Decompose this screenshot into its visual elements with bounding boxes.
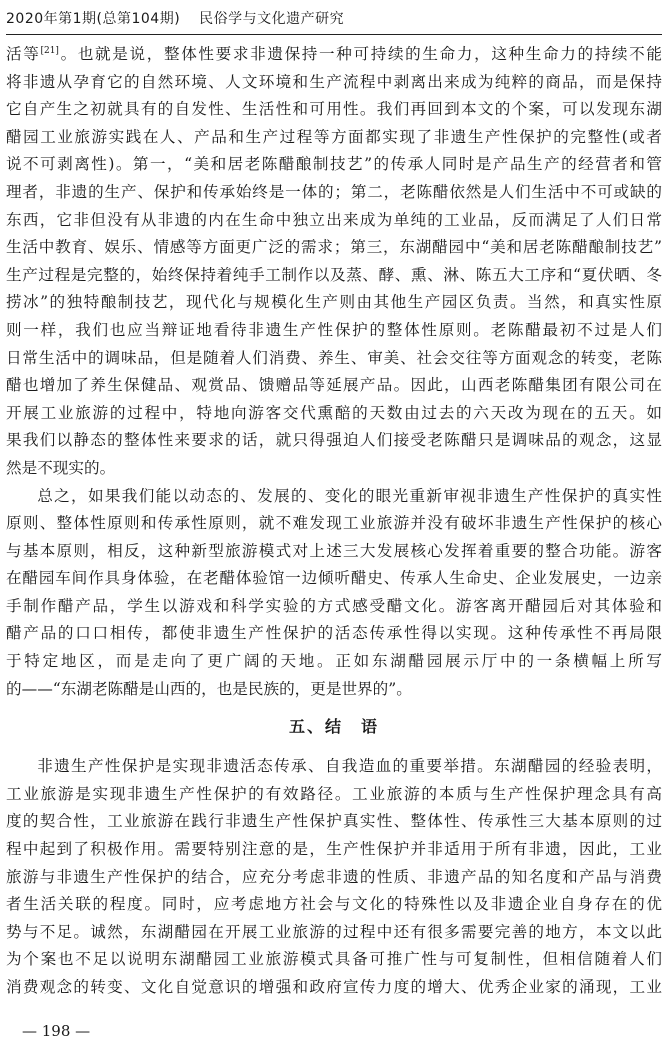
text-line: 度的契合性，工业旅游在践行非遗生产性保护真实性、整体性、传承性三大基本原则的过 <box>6 812 662 831</box>
text-line: 然是不现实的。 <box>6 458 116 477</box>
text-line: 理者，非遗的生产、保护和传承始终是一体的；第二，老陈醋依然是人们生活中不可或缺的 <box>6 182 662 201</box>
citation-ref: [21] <box>40 45 59 56</box>
text-line: 东西，它非但没有从非遗的内在生命中独立出来成为单纯的工业品，反而满足了人们日常 <box>6 210 662 229</box>
text-line: 生活中教育、娱乐、情感等方面更广泛的需求；第三，东湖醋园中“美和居老陈醋酿制技艺” <box>6 238 662 257</box>
text-line: 则一样，我们也应当辩证地看待非遗生产性保护的整体性原则。老陈醋最初不过是人们 <box>6 320 662 339</box>
text-line: 总之，如果我们能以动态的、发展的、变化的眼光重新审视非遗生产性保护的真实性 <box>37 486 662 505</box>
text-line: 程中起到了积极作用。需要特别注意的是，生产性保护并非适用于所有非遗，因此，工业 <box>6 840 662 859</box>
text-line: 手制作醋产品，学生以游戏和科学实验的方式感受醋文化。游客离开醋园后对其体验和 <box>6 596 662 615</box>
text-line: 醋园工业旅游实践在人、产品和生产过程等方面都实现了非遗生产性保护的完整性(或者 <box>6 127 662 146</box>
running-head <box>6 8 662 34</box>
text-line: 为个案也不足以说明东湖醋园工业旅游模式具备可推广性与可复制性，但相信随着人们 <box>6 950 662 969</box>
text-line: 的——“东湖老陈醋是山西的，也是民族的，更是世界的”。 <box>6 679 412 698</box>
article-body <box>6 41 662 1002</box>
text-line: 它自产生之初就具有的自发性、生活性和可用性。我们再回到本文的个案，可以发现东湖 <box>6 100 662 119</box>
text-line: 果我们以静态的整体性来要求的话，就只得强迫人们接受老陈醋只是调味品的观念，这显 <box>6 431 662 450</box>
text-line: 者生活关联的程度。同时，应考虑地方社会与文化的特殊性以及非遗企业自身存在的优 <box>6 895 662 914</box>
text-line: 日常生活中的调味品，但是随着人们消费、养生、审美、社会交往等方面观念的转变，老陈 <box>6 348 662 367</box>
text-line: 醋产品的口口相传，都使非遗生产性保护的活态传承性得以实现。这种传承性不再局限 <box>6 624 662 643</box>
text-line: 活等[21]。也就是说，整体性要求非遗保持一种可持续的生命力，这种生命力的持续不能 <box>6 45 662 63</box>
text-line: 生产过程是完整的，始终保持着纯手工制作以及蒸、酵、熏、淋、陈五大工序和“夏伏晒、冬 <box>6 265 662 284</box>
page-number: — 198 — <box>22 1022 91 1040</box>
text-line: 工业旅游是实现非遗生产性保护的有效路径。工业旅游的本质与生产性保护理念具有高 <box>6 784 662 803</box>
header-rule <box>6 34 662 35</box>
text-line: 消费观念的转变、文化自觉意识的增强和政府宣传力度的增大、优秀企业家的涌现，工业 <box>6 978 662 996</box>
paragraph-1 <box>6 41 662 483</box>
text-line: 势与不足。诚然，东湖醋园在开展工业旅游的过程中还有很多需要完善的地方，本文以此 <box>6 922 662 941</box>
text-line: 在醋园车间作具身体验，在老醋体验馆一边倾听醋史、传承人生命史、企业发展史，一边亲 <box>6 569 662 588</box>
text-line: 捞冰”的独特酿制技艺，现代化与规模化生产则由其他生产园区负责。当然，和真实性原 <box>6 293 662 312</box>
text-line: 醋也增加了养生保健品、观赏品、馈赠品等延展产品。因此，山西老陈醋集团有限公司在 <box>6 376 662 395</box>
text-line: 于特定地区，而是走向了更广阔的天地。正如东湖醋园展示厅中的一条横幅上所写 <box>6 652 662 671</box>
paragraph-2 <box>6 483 662 704</box>
text-line: 旅游与非遗生产性保护的结合，应充分考虑非遗的性质、非遗产品的知名度和产品与消费 <box>6 867 662 886</box>
text-line: 将非遗从孕育它的自然环境、人文环境和生产流程中剥离出来成为纯粹的商品，而是保持 <box>6 72 662 91</box>
paragraph-conclusion <box>6 753 662 1001</box>
journal-title: 民俗学与文化遗产研究 <box>199 11 345 27</box>
section-heading-conclusion: 五、结 语 <box>288 717 379 737</box>
text-line: 与基本原则，相反，这种新型旅游模式对上述三大发展核心发挥着重要的整合功能。游客 <box>6 541 662 560</box>
text-line: 说不可剥离性)。第一，“美和居老陈醋酿制技艺”的传承人同时是产品生产的经营者和管 <box>6 155 662 174</box>
text-line: 开展工业旅游的过程中，特地向游客交代熏醅的天数由过去的六天改为现在的五天。如 <box>6 403 662 422</box>
issue-info: 2020年第1期(总第104期) <box>6 11 181 27</box>
text-line: 非遗生产性保护是实现非遗活态传承、自我造血的重要举措。东湖醋园的经验表明， <box>37 757 662 776</box>
text-line: 原则、整体性原则和传承性原则，就不难发现工业旅游并没有破坏非遗生产性保护的核心 <box>6 514 662 533</box>
